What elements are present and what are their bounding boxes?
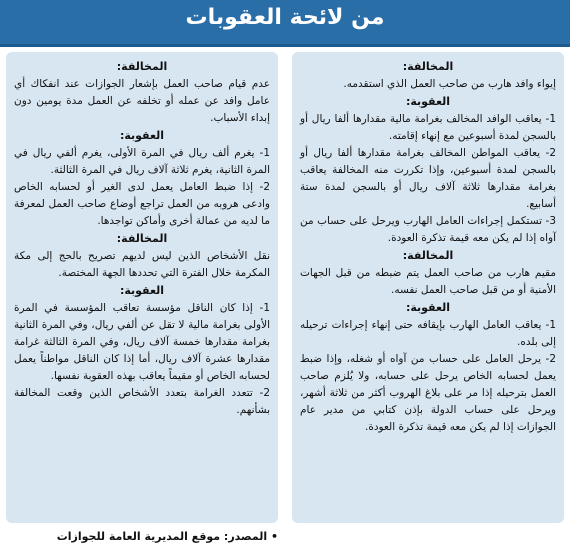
paragraph: إيواء وافد هارب من صاحب العمل الذي استقدمه. xyxy=(343,78,556,90)
paragraph: 3- تستكمل إجراءات العامل الهارب ويرحل على حساب من آواه إذا لم يكن معه قيمة تذكرة العودة. xyxy=(300,215,556,244)
paragraph: نقل الأشخاص الذين ليس لديهم تصريح بالحج إلى مكة المكرمة خلال الفترة التي تحددها الجهة المختصة. xyxy=(14,250,270,279)
section-heading: العقوبة: xyxy=(119,284,165,297)
right-column xyxy=(292,52,564,436)
left-column xyxy=(6,52,278,419)
section-heading: المخالفة: xyxy=(402,60,454,73)
paragraph: 1- يعاقب العامل الهارب بإيقافه حتى إنهاء إجراءات ترحيله إلى بلده. xyxy=(300,319,556,348)
paragraph: 2- تتعدد الغرامة بتعدد الأشخاص الذين وقعت المخالفة بشأنهم. xyxy=(14,387,270,416)
paragraph: 1- إذا كان الناقل مؤسسة تعاقب المؤسسة في المرة الأولى بغرامة مالية لا تقل عن ألفي ريال، وفي المرة الثانية بغرامة مقدارها خمسة آلاف ريال، وفي المرة الثالثة غرامة مقدارها عشرة آلاف ريال، أما إذا كان الناقل مواطناً يعمل لحسابه الخاص أو مقيماً يعاقب بهذه العقوبة نفسها. xyxy=(14,302,270,382)
paragraph: عدم قيام صاحب العمل بإشعار الجوازات عند انفكاك أي عامل وافد عن عمله أو تخلفه عن العمل مدة يومين دون إبداء الأسباب. xyxy=(14,78,270,124)
paragraph: 2- إذا ضبط العامل يعمل لدى الغير أو لحسابه الخاص وادعى هروبه من العمل تراجع أوضاع صاحب العمل لمعرفة ما لديه من عمالة أخرى وأماكن تواجدها. xyxy=(14,181,270,227)
source-note: • المصدر: موقع المديرية العامة للجوازات xyxy=(56,530,278,543)
section-heading: العقوبة: xyxy=(405,95,451,108)
paragraph: 2- يعاقب المواطن المخالف بغرامة مقدارها ألفا ريال أو بالسجن لمدة أسبوعين، وإذا تكررت منه المخالفة يعاقب بغرامة مقدارها ثلاثة آلاف ريال أو بالسجن لمدة ستة أسابيع. xyxy=(300,147,556,210)
paragraph: 1- يغرم ألف ريال في المرة الأولى، يغرم ألفي ريال في المرة الثانية، يغرم ثلاثة آلاف ريال في المرة الثالثة. xyxy=(14,147,270,176)
paragraph: 2- يرحل العامل على حساب من آواه أو شغله، وإذا ضبط يعمل لحسابه الخاص يرحل على حسابه، ولا يُلزم صاحب العمل بترحيله إذا مر على بلاغ الهروب أكثر من ثلاثة أشهر، ويرحل على حساب الدولة بإذن كتابي من مدير عام الجوازات إذا لم يكن معه قيمة تذكرة العودة. xyxy=(300,353,556,433)
section-heading: المخالفة: xyxy=(116,232,168,245)
section-heading: العقوبة: xyxy=(119,129,165,142)
section-heading: المخالفة: xyxy=(402,249,454,262)
section-heading: المخالفة: xyxy=(116,60,168,73)
page-title: من لائحة العقوبات xyxy=(185,5,385,30)
left-panel xyxy=(6,52,278,523)
title-bar xyxy=(0,0,570,47)
right-panel xyxy=(292,52,564,523)
paragraph: 1- يعاقب الوافد المخالف بغرامة مالية مقدارها ألفا ريال أو بالسجن لمدة أسبوعين مع إنهاء إقامته. xyxy=(300,113,556,142)
section-heading: العقوبة: xyxy=(405,301,451,314)
paragraph: مقيم هارب من صاحب العمل يتم ضبطه من قبل الجهات الأمنية أو من قبل صاحب العمل نفسه. xyxy=(300,267,556,296)
